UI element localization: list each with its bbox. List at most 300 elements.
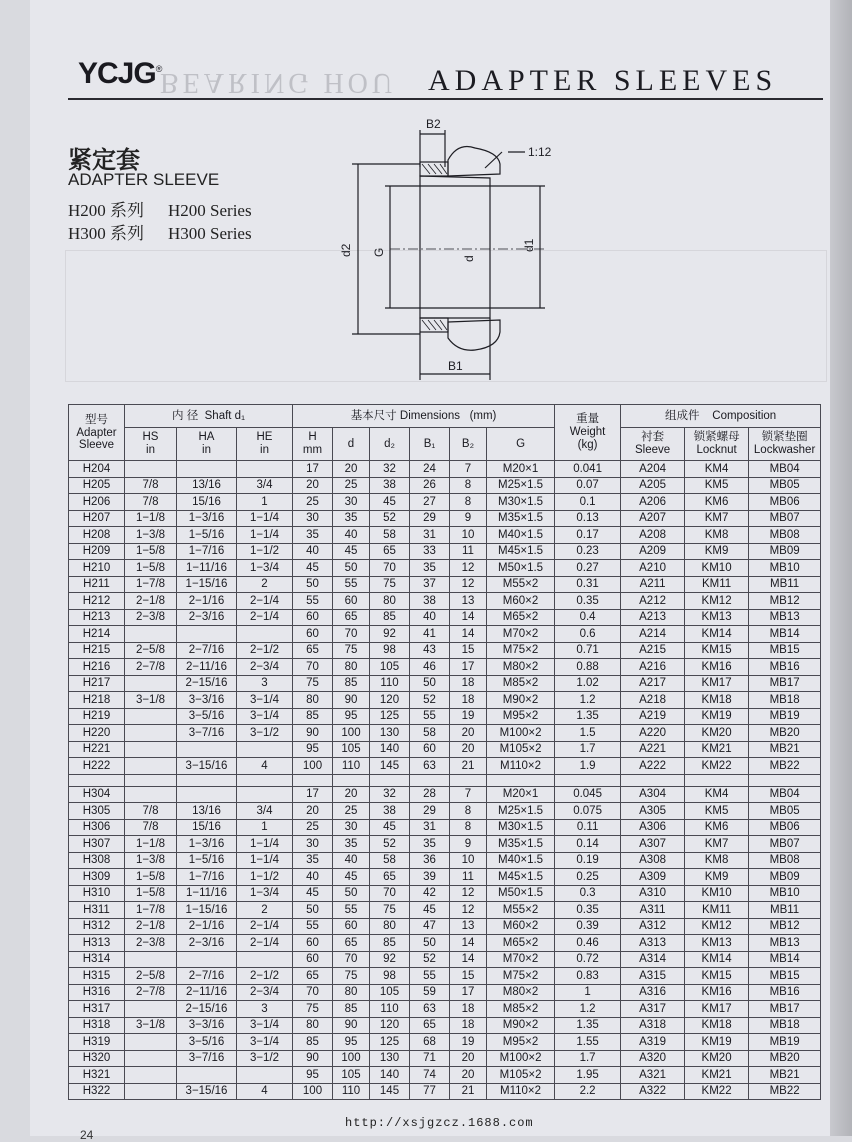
table-cell: 30 <box>293 836 333 853</box>
table-cell <box>177 626 237 643</box>
header-weight: 重量 Weight (kg) <box>555 405 621 461</box>
table-cell: 110 <box>333 1083 370 1100</box>
table-cell: 35 <box>293 527 333 544</box>
table-cell: KM8 <box>685 852 749 869</box>
table-cell: 1−1/4 <box>237 510 293 527</box>
table-cell: 145 <box>370 758 410 775</box>
table-cell: 2−1/16 <box>177 918 237 935</box>
table-cell: 80 <box>333 659 370 676</box>
table-cell: M70×2 <box>487 626 555 643</box>
table-cell: MB17 <box>749 675 821 692</box>
table-cell: 65 <box>410 1017 450 1034</box>
table-cell: M40×1.5 <box>487 527 555 544</box>
table-cell: MB07 <box>749 510 821 527</box>
table-cell: 1.02 <box>555 675 621 692</box>
table-cell: MB20 <box>749 725 821 742</box>
table-cell: 2−1/2 <box>237 642 293 659</box>
table-cell: 55 <box>293 593 333 610</box>
table-cell: 14 <box>450 609 487 626</box>
footer-url: http://xsjgzcz.1688.com <box>345 1116 534 1130</box>
header-composition: 组成件 Composition <box>621 405 821 428</box>
table-cell: 1.5 <box>555 725 621 742</box>
table-cell <box>177 741 237 758</box>
table-row <box>69 642 821 659</box>
table-row <box>69 659 821 676</box>
table-cell: 1−1/4 <box>237 527 293 544</box>
table-cell: M20×1 <box>487 786 555 803</box>
table-cell: A217 <box>621 675 685 692</box>
table-cell: M110×2 <box>487 1083 555 1100</box>
table-cell: 30 <box>333 494 370 511</box>
table-row <box>69 1017 821 1034</box>
table-cell: 1−1/8 <box>125 836 177 853</box>
table-cell: 10 <box>450 852 487 869</box>
table-cell: 4 <box>237 758 293 775</box>
table-cell: 20 <box>450 741 487 758</box>
table-cell: A209 <box>621 543 685 560</box>
table-cell: 31 <box>410 527 450 544</box>
table-cell: A304 <box>621 786 685 803</box>
table-cell: M40×1.5 <box>487 852 555 869</box>
table-cell: 1−1/4 <box>237 852 293 869</box>
table-cell: 45 <box>333 869 370 886</box>
table-row <box>69 692 821 709</box>
table-row <box>69 708 821 725</box>
table-cell <box>237 1067 293 1084</box>
table-cell: 43 <box>410 642 450 659</box>
table-cell: H322 <box>69 1083 125 1100</box>
table-cell: A320 <box>621 1050 685 1067</box>
table-cell: 92 <box>370 951 410 968</box>
table-cell: A307 <box>621 836 685 853</box>
table-cell: 85 <box>293 708 333 725</box>
table-cell: 0.46 <box>555 935 621 952</box>
table-cell: 0.23 <box>555 543 621 560</box>
table-cell: 40 <box>333 852 370 869</box>
table-row <box>69 836 821 853</box>
table-cell: M55×2 <box>487 902 555 919</box>
table-cell: A213 <box>621 609 685 626</box>
table-cell: 0.83 <box>555 968 621 985</box>
table-cell: 0.1 <box>555 494 621 511</box>
page-header-title: ADAPTER SLEEVES <box>428 64 778 97</box>
table-cell: 18 <box>450 675 487 692</box>
table-cell: 85 <box>370 935 410 952</box>
table-cell: 110 <box>370 675 410 692</box>
table-cell: 55 <box>333 902 370 919</box>
table-cell: 39 <box>410 869 450 886</box>
table-cell: KM13 <box>685 609 749 626</box>
table-cell: 11 <box>450 869 487 886</box>
table-cell: KM18 <box>685 692 749 709</box>
table-cell: 1.7 <box>555 1050 621 1067</box>
table-cell: H214 <box>69 626 125 643</box>
table-cell: H220 <box>69 725 125 742</box>
table-cell: 130 <box>370 725 410 742</box>
table-cell: 12 <box>450 576 487 593</box>
table-cell: KM4 <box>685 461 749 478</box>
table-cell: 24 <box>410 461 450 478</box>
table-cell: A305 <box>621 803 685 820</box>
label-d2: d2 <box>339 243 353 257</box>
table-cell: 1 <box>555 984 621 1001</box>
table-cell: 1−15/16 <box>177 902 237 919</box>
table-cell: 0.71 <box>555 642 621 659</box>
table-cell: H309 <box>69 869 125 886</box>
table-cell: 52 <box>370 836 410 853</box>
table-cell: KM21 <box>685 1067 749 1084</box>
page-edge <box>830 0 852 1136</box>
table-cell: MB05 <box>749 803 821 820</box>
header-sleeve: 衬套 Sleeve <box>621 428 685 461</box>
table-cell: 40 <box>333 527 370 544</box>
table-cell: 120 <box>370 692 410 709</box>
table-cell: A219 <box>621 708 685 725</box>
table-cell: 100 <box>293 1083 333 1100</box>
table-cell: 3−3/16 <box>177 1017 237 1034</box>
table-cell: MB12 <box>749 593 821 610</box>
table-cell: 18 <box>450 692 487 709</box>
table-cell: A316 <box>621 984 685 1001</box>
table-cell: KM6 <box>685 494 749 511</box>
header-g: G <box>487 428 555 461</box>
table-cell <box>177 461 237 478</box>
header-dimensions: 基本尺寸 Dimensions (mm) <box>293 405 555 428</box>
table-cell: MB19 <box>749 708 821 725</box>
table-cell: 30 <box>333 819 370 836</box>
table-cell: 65 <box>370 543 410 560</box>
table-cell: A204 <box>621 461 685 478</box>
table-cell: 4 <box>237 1083 293 1100</box>
table-cell: 3−1/4 <box>237 1017 293 1034</box>
table-cell <box>237 461 293 478</box>
table-cell: H315 <box>69 968 125 985</box>
table-cell: MB13 <box>749 609 821 626</box>
table-cell: 55 <box>333 576 370 593</box>
table-cell: A205 <box>621 477 685 494</box>
table-cell: 13/16 <box>177 803 237 820</box>
table-cell: KM20 <box>685 1050 749 1067</box>
table-cell: 52 <box>370 510 410 527</box>
table-cell: H222 <box>69 758 125 775</box>
table-cell: 26 <box>410 477 450 494</box>
table-cell: H304 <box>69 786 125 803</box>
table-cell: 36 <box>410 852 450 869</box>
table-cell: 1−3/16 <box>177 510 237 527</box>
series-cn: H300 系列 <box>68 224 145 243</box>
table-cell: H319 <box>69 1034 125 1051</box>
table-cell: 1 <box>237 819 293 836</box>
table-cell: KM15 <box>685 642 749 659</box>
table-cell: A308 <box>621 852 685 869</box>
table-cell: 0.19 <box>555 852 621 869</box>
table-cell: M30×1.5 <box>487 494 555 511</box>
table-cell: M80×2 <box>487 659 555 676</box>
table-cell: H209 <box>69 543 125 560</box>
table-cell: 74 <box>410 1067 450 1084</box>
table-cell: 65 <box>333 609 370 626</box>
table-cell: KM6 <box>685 819 749 836</box>
table-cell: 3/4 <box>237 803 293 820</box>
header-locknut: 锁紧螺母 Locknut <box>685 428 749 461</box>
table-cell: 90 <box>333 692 370 709</box>
table-cell: MB04 <box>749 786 821 803</box>
table-cell: 45 <box>333 543 370 560</box>
table-row <box>69 968 821 985</box>
table-cell: 11 <box>450 543 487 560</box>
table-cell: 90 <box>333 1017 370 1034</box>
table-cell: 3−1/2 <box>237 1050 293 1067</box>
table-cell: 90 <box>293 1050 333 1067</box>
table-cell: 125 <box>370 1034 410 1051</box>
table-cell: MB09 <box>749 869 821 886</box>
table-cell: 3−7/16 <box>177 725 237 742</box>
table-cell: H317 <box>69 1001 125 1018</box>
table-cell: 18 <box>450 1017 487 1034</box>
table-cell <box>125 1083 177 1100</box>
table-cell: 1−11/16 <box>177 885 237 902</box>
table-cell: 45 <box>293 885 333 902</box>
table-cell: KM19 <box>685 708 749 725</box>
table-cell: M110×2 <box>487 758 555 775</box>
table-cell: 50 <box>293 902 333 919</box>
table-cell: 1−1/4 <box>237 836 293 853</box>
table-cell: KM22 <box>685 1083 749 1100</box>
table-cell: 80 <box>370 593 410 610</box>
table-cell: H205 <box>69 477 125 494</box>
table-cell <box>125 1034 177 1051</box>
table-cell: 70 <box>333 626 370 643</box>
table-row <box>69 510 821 527</box>
series-en: H200 Series <box>168 201 252 220</box>
header-lockwasher: 锁紧垫圈 Lockwasher <box>749 428 821 461</box>
table-cell <box>125 1050 177 1067</box>
table-cell: 130 <box>370 1050 410 1067</box>
table-cell <box>125 741 177 758</box>
table-cell: H312 <box>69 918 125 935</box>
table-cell: 60 <box>333 593 370 610</box>
table-cell: M45×1.5 <box>487 869 555 886</box>
table-cell: M100×2 <box>487 1050 555 1067</box>
table-cell: MB13 <box>749 935 821 952</box>
table-cell: H208 <box>69 527 125 544</box>
table-cell: 14 <box>450 935 487 952</box>
label-taper: 1:12 <box>528 145 552 159</box>
table-cell: 50 <box>293 576 333 593</box>
table-cell: MB22 <box>749 1083 821 1100</box>
table-cell: 70 <box>293 659 333 676</box>
table-cell: 0.35 <box>555 593 621 610</box>
table-cell: 25 <box>333 803 370 820</box>
table-cell: 8 <box>450 477 487 494</box>
table-cell: 2−11/16 <box>177 659 237 676</box>
table-cell: 2−7/16 <box>177 642 237 659</box>
table-cell: 2−1/8 <box>125 918 177 935</box>
table-cell: 125 <box>370 708 410 725</box>
table-cell: KM22 <box>685 758 749 775</box>
table-cell: 2 <box>237 576 293 593</box>
table-row <box>69 626 821 643</box>
table-row <box>69 902 821 919</box>
table-cell: 1−5/16 <box>177 527 237 544</box>
table-cell: A309 <box>621 869 685 886</box>
header-rule <box>68 98 823 100</box>
gap-row <box>69 774 821 786</box>
table-row <box>69 758 821 775</box>
table-cell: 98 <box>370 968 410 985</box>
table-cell: 58 <box>370 527 410 544</box>
table-cell: MB05 <box>749 477 821 494</box>
table-cell: H320 <box>69 1050 125 1067</box>
table-cell: 2−15/16 <box>177 675 237 692</box>
table-cell: A212 <box>621 593 685 610</box>
table-cell: M25×1.5 <box>487 803 555 820</box>
table-cell <box>177 1067 237 1084</box>
table-cell: M25×1.5 <box>487 477 555 494</box>
table-cell: KM11 <box>685 576 749 593</box>
table-cell: 2 <box>237 902 293 919</box>
table-cell: 2−7/8 <box>125 984 177 1001</box>
table-cell: M50×1.5 <box>487 885 555 902</box>
table-cell: M20×1 <box>487 461 555 478</box>
table-row <box>69 1067 821 1084</box>
table-cell: 52 <box>410 692 450 709</box>
table-cell: 1 <box>237 494 293 511</box>
table-cell: 8 <box>450 803 487 820</box>
table-cell: 55 <box>410 708 450 725</box>
table-cell: 75 <box>293 1001 333 1018</box>
table-cell: 35 <box>410 836 450 853</box>
table-cell: 0.72 <box>555 951 621 968</box>
table-cell: 2−3/4 <box>237 659 293 676</box>
table-cell: M95×2 <box>487 708 555 725</box>
header-model: 型号 Adapter Sleeve <box>69 405 125 461</box>
table-cell: 0.25 <box>555 869 621 886</box>
table-cell: MB16 <box>749 659 821 676</box>
table-cell: 65 <box>293 642 333 659</box>
table-cell: M55×2 <box>487 576 555 593</box>
table-cell: 0.4 <box>555 609 621 626</box>
header-ha: HA in <box>177 428 237 461</box>
table-cell: 0.88 <box>555 659 621 676</box>
table-cell: 55 <box>410 968 450 985</box>
table-cell: H216 <box>69 659 125 676</box>
table-cell: 38 <box>410 593 450 610</box>
table-cell: 27 <box>410 494 450 511</box>
table-cell: 10 <box>450 527 487 544</box>
table-cell: KM19 <box>685 1034 749 1051</box>
table-cell: 15 <box>450 642 487 659</box>
table-cell: MB21 <box>749 1067 821 1084</box>
table-cell: 50 <box>410 935 450 952</box>
table-cell: 100 <box>333 725 370 742</box>
table-cell: 3/4 <box>237 477 293 494</box>
table-cell: 0.13 <box>555 510 621 527</box>
table-cell: 29 <box>410 803 450 820</box>
table-cell: 2−3/8 <box>125 935 177 952</box>
table-cell: 55 <box>293 918 333 935</box>
table-cell: MB20 <box>749 1050 821 1067</box>
table-cell: 75 <box>370 902 410 919</box>
table-cell: MB10 <box>749 560 821 577</box>
table-cell: KM18 <box>685 1017 749 1034</box>
table-cell: KM5 <box>685 477 749 494</box>
table-cell: A318 <box>621 1017 685 1034</box>
table-cell: 0.041 <box>555 461 621 478</box>
table-cell: M90×2 <box>487 1017 555 1034</box>
table-cell: A319 <box>621 1034 685 1051</box>
table-cell: 3−1/8 <box>125 1017 177 1034</box>
table-cell: M100×2 <box>487 725 555 742</box>
label-b2: B2 <box>426 117 441 131</box>
table-cell: 19 <box>450 708 487 725</box>
series-line-h200 <box>68 196 252 221</box>
table-cell: MB08 <box>749 527 821 544</box>
table-cell: M85×2 <box>487 1001 555 1018</box>
table-cell: H206 <box>69 494 125 511</box>
table-cell: 1.2 <box>555 692 621 709</box>
header-d: d <box>333 428 370 461</box>
table-cell: 8 <box>450 819 487 836</box>
series-en: H300 Series <box>168 224 252 243</box>
table-cell: 12 <box>450 560 487 577</box>
table-cell: M35×1.5 <box>487 510 555 527</box>
table-cell: 71 <box>410 1050 450 1067</box>
table-cell: 95 <box>293 741 333 758</box>
table-cell: 40 <box>410 609 450 626</box>
table-cell <box>237 626 293 643</box>
table-cell: M65×2 <box>487 609 555 626</box>
table-cell: 9 <box>450 836 487 853</box>
table-cell: 2−5/8 <box>125 968 177 985</box>
table-cell: 25 <box>333 477 370 494</box>
table-cell: H316 <box>69 984 125 1001</box>
table-cell: 70 <box>293 984 333 1001</box>
table-cell: 105 <box>370 984 410 1001</box>
table-cell: 38 <box>370 477 410 494</box>
table-row <box>69 803 821 820</box>
table-cell: H311 <box>69 902 125 919</box>
table-row <box>69 1034 821 1051</box>
table-row <box>69 527 821 544</box>
table-cell: 35 <box>333 510 370 527</box>
table-cell: 1−3/16 <box>177 836 237 853</box>
table-cell <box>125 951 177 968</box>
table-cell: H207 <box>69 510 125 527</box>
table-cell: 2−7/8 <box>125 659 177 676</box>
table-cell: M95×2 <box>487 1034 555 1051</box>
table-cell: 17 <box>293 461 333 478</box>
table-cell: 85 <box>333 1001 370 1018</box>
table-cell: 8 <box>450 494 487 511</box>
table-cell: 110 <box>370 1001 410 1018</box>
table-cell: 1−3/8 <box>125 852 177 869</box>
table-cell: 20 <box>333 786 370 803</box>
table-cell: 1−11/16 <box>177 560 237 577</box>
table-cell: 75 <box>370 576 410 593</box>
table-cell: 1−1/8 <box>125 510 177 527</box>
table-cell: 68 <box>410 1034 450 1051</box>
table-row <box>69 819 821 836</box>
table-cell: KM13 <box>685 935 749 952</box>
table-cell: 2−1/4 <box>237 935 293 952</box>
table-cell: H306 <box>69 819 125 836</box>
table-cell: 2−11/16 <box>177 984 237 1001</box>
table-cell: 90 <box>293 725 333 742</box>
table-cell: 70 <box>370 560 410 577</box>
table-cell: KM7 <box>685 836 749 853</box>
table-cell: A215 <box>621 642 685 659</box>
